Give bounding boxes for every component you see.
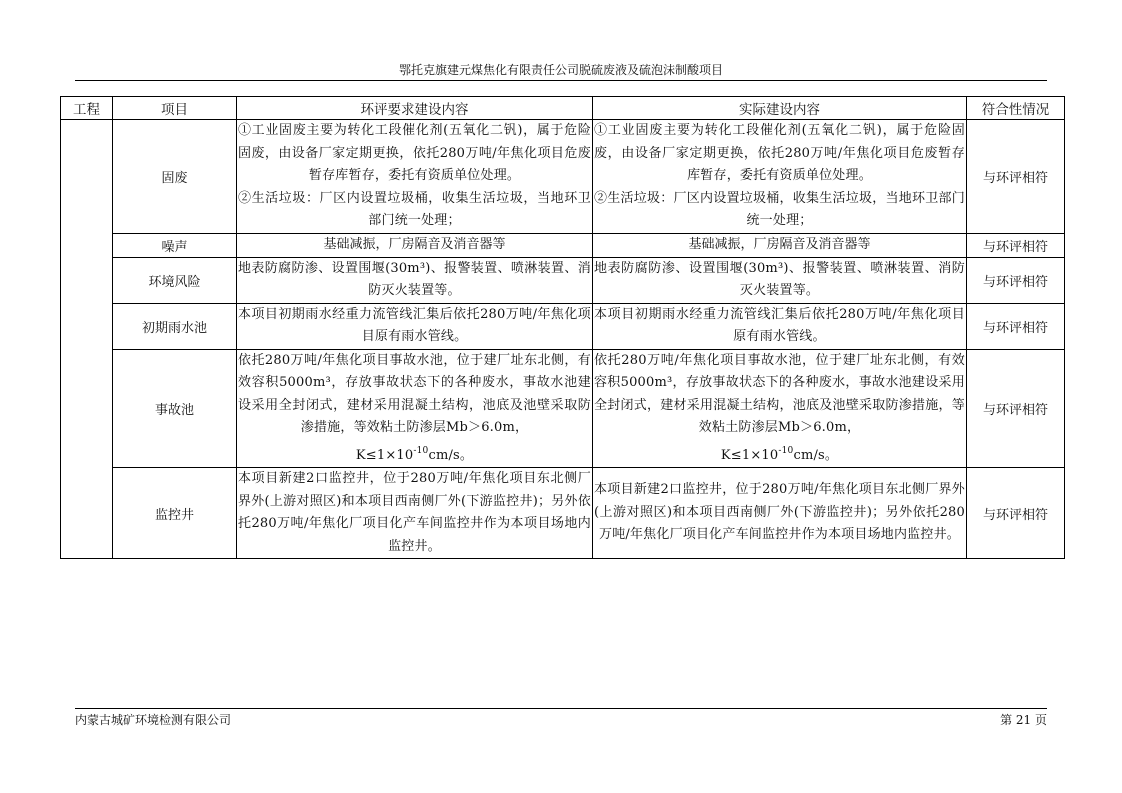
item-cell: 监控井 xyxy=(113,468,237,559)
status-cell: 与环评相符 xyxy=(967,349,1065,468)
permeability-exponent: -10 xyxy=(413,445,429,456)
table-row xyxy=(61,349,1065,468)
required-cell: 本项目初期雨水经重力流管线汇集后依托280万吨/年焦化项目原有雨水管线。 xyxy=(237,303,593,349)
footer-rule xyxy=(75,708,1047,709)
status-cell: 与环评相符 xyxy=(967,257,1065,303)
table-row xyxy=(61,120,1065,234)
table-row xyxy=(61,303,1065,349)
col-header-status: 符合性情况 xyxy=(967,97,1065,120)
required-cell: 本项目新建2口监控井，位于280万吨/年焦化项目东北侧厂界外(上游对照区)和本项目西南侧厂外(下游监控井)；另外依托280万吨/年焦化厂项目化产车间监控井作为本项目场地内监控井。 xyxy=(237,468,593,559)
project-cell xyxy=(61,120,113,559)
actual-paragraph: ①工业固废主要为转化工段催化剂(五氧化二钒)，属于危险固废，由设备厂家定期更换，依托280万吨/年焦化项目危废暂存库暂存，委托有资质单位处理。 xyxy=(594,123,965,183)
permeability-prefix: K≤1×10 xyxy=(720,447,779,463)
table-row xyxy=(61,257,1065,303)
actual-cell xyxy=(593,349,967,468)
actual-cell xyxy=(593,120,967,234)
document-header-title: 鄂托克旗建元煤焦化有限责任公司脱硫废液及硫泡沫制酸项目 xyxy=(398,63,723,77)
footer-company: 内蒙古城矿环境检测有限公司 xyxy=(75,713,232,727)
required-cell xyxy=(237,349,593,468)
required-cell: 地表防腐防渗、设置围堰(30m³)、报警装置、喷淋装置、消防灭火装置等。 xyxy=(237,257,593,303)
actual-cell: 地表防腐防渗、设置围堰(30m³)、报警装置、喷淋装置、消防灭火装置等。 xyxy=(593,257,967,303)
col-header-project: 工程 xyxy=(61,97,113,120)
permeability-line xyxy=(594,440,965,468)
actual-cell: 本项目初期雨水经重力流管线汇集后依托280万吨/年焦化项目原有雨水管线。 xyxy=(593,303,967,349)
required-cell: 基础减振，厂房隔音及消音器等 xyxy=(237,233,593,257)
item-cell: 初期雨水池 xyxy=(113,303,237,349)
required-cell xyxy=(237,120,593,234)
actual-cell: 基础减振，厂房隔音及消音器等 xyxy=(593,233,967,257)
status-cell: 与环评相符 xyxy=(967,233,1065,257)
item-cell: 噪声 xyxy=(113,233,237,257)
actual-paragraph: 依托280万吨/年焦化项目事故水池，位于建厂址东北侧，有效容积5000m³，存放事故状态下的各种废水，事故水池建设采用全封闭式，建材采用混凝土结构，池底及池壁采取防渗措施，等效粘土防渗层Mb＞6.0m， xyxy=(594,352,965,435)
table-row xyxy=(61,233,1065,257)
footer-page-number: 第 21 页 xyxy=(1000,713,1047,727)
actual-cell: 本项目新建2口监控井，位于280万吨/年焦化项目东北侧厂界外(上游对照区)和本项目西南侧厂外(下游监控井)；另外依托280万吨/年焦化厂项目化产车间监控井作为本项目场地内监控井。 xyxy=(593,468,967,559)
col-header-required: 环评要求建设内容 xyxy=(237,97,593,120)
table-row xyxy=(61,468,1065,559)
required-paragraph: ①工业固废主要为转化工段催化剂(五氧化二钒)，属于危险固废，由设备厂家定期更换，依托280万吨/年焦化项目危废暂存库暂存，委托有资质单位处理。 xyxy=(238,123,591,183)
actual-paragraph: ②生活垃圾：厂区内设置垃圾桶，收集生活垃圾，当地环卫部门统一处理； xyxy=(594,190,965,228)
status-cell: 与环评相符 xyxy=(967,303,1065,349)
permeability-unit: cm/s。 xyxy=(428,447,474,463)
status-cell: 与环评相符 xyxy=(967,120,1065,234)
permeability-prefix: K≤1×10 xyxy=(355,447,414,463)
required-paragraph: 依托280万吨/年焦化项目事故水池，位于建厂址东北侧，有效容积5000m³，存放事故状态下的各种废水，事故水池建设采用全封闭式，建材采用混凝土结构，池底及池壁采取防渗措施，等效粘土防渗层Mb＞6.0m， xyxy=(238,352,591,435)
item-cell: 事故池 xyxy=(113,349,237,468)
status-cell: 与环评相符 xyxy=(967,468,1065,559)
compliance-table xyxy=(60,96,1065,559)
col-header-item: 项目 xyxy=(113,97,237,120)
permeability-unit: cm/s。 xyxy=(793,447,839,463)
permeability-exponent: -10 xyxy=(778,445,794,456)
table-header-row xyxy=(61,97,1065,120)
item-cell: 环境风险 xyxy=(113,257,237,303)
item-cell: 固废 xyxy=(113,120,237,234)
required-paragraph: ②生活垃圾：厂区内设置垃圾桶，收集生活垃圾，当地环卫部门统一处理； xyxy=(238,190,591,228)
permeability-line xyxy=(238,440,591,468)
header-rule xyxy=(75,80,1047,81)
col-header-actual: 实际建设内容 xyxy=(593,97,967,120)
